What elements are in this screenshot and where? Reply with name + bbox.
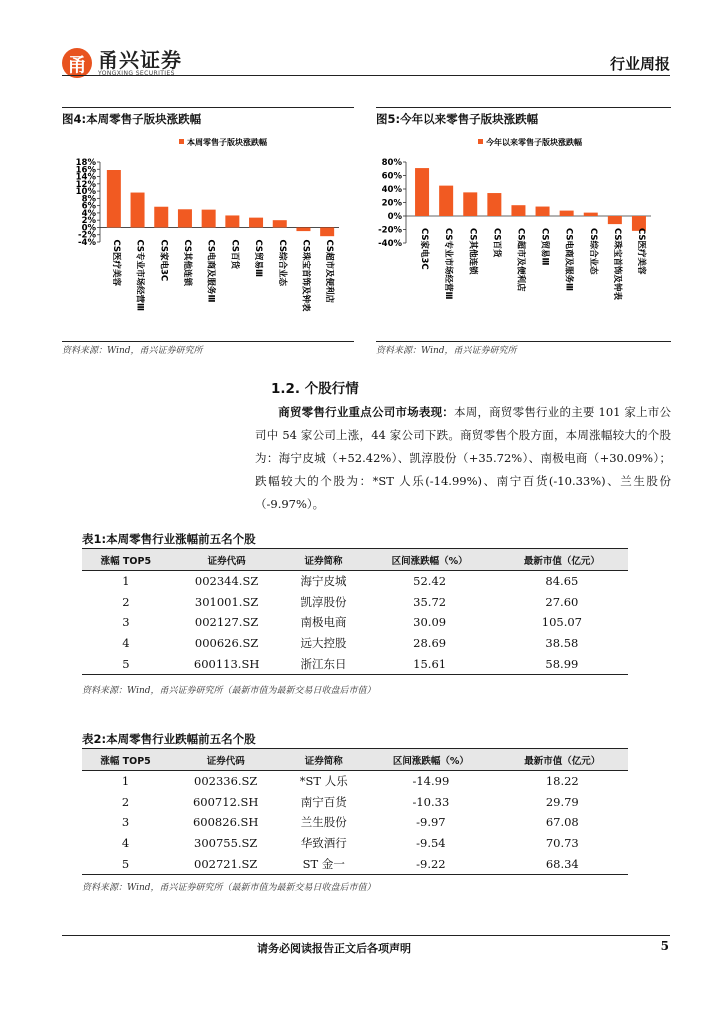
logo-mark: 甬 [62, 48, 92, 78]
table-cell: 301001.SZ [194, 594, 259, 609]
x-tick-label: CS电商及服务Ⅲ [205, 239, 216, 303]
table-cell: 68.34 [497, 853, 628, 874]
y-tick-label: -2% [78, 230, 96, 241]
top-losers-table [82, 748, 628, 875]
table-cell: 1 [121, 774, 130, 789]
column-header: 区间涨跌幅（%） [364, 549, 496, 571]
table-row [82, 612, 628, 633]
table-cell: 28.69 [413, 636, 447, 651]
x-tick-label: CS医疗美容 [635, 228, 646, 275]
x-tick-label: CS家电3C [419, 228, 430, 270]
paragraph-lead: 商贸零售行业重点公司市场表现： [278, 405, 455, 419]
legend-swatch [478, 139, 483, 144]
header-rule [62, 75, 670, 76]
x-tick-label: CS贸易Ⅲ [253, 239, 264, 278]
fig4-chart [62, 128, 354, 336]
y-tick-label: 80% [381, 158, 402, 168]
y-tick-label: -40% [378, 239, 402, 249]
top-gainers-table [82, 548, 628, 675]
table-cell: ST 金一 [282, 853, 365, 874]
fig4-source: 资料来源：Wind，甬兴证券研究所 [62, 346, 203, 356]
y-tick-label: 14% [75, 172, 96, 183]
table-cell: -9.97 [416, 815, 446, 830]
column-header: 证券简称 [284, 549, 364, 571]
column-header: 最新市值（亿元） [497, 749, 628, 771]
page-number: 5 [660, 939, 669, 953]
table-cell: 远大控股 [300, 636, 347, 651]
y-tick-label: 0% [387, 212, 402, 222]
table-cell: 105.07 [541, 615, 582, 630]
company-logo [62, 48, 182, 78]
table-cell: 15.61 [364, 653, 496, 674]
fig4-top-rule [62, 107, 354, 108]
section-title: 1.2. 个股行情 [271, 381, 359, 397]
table-cell: 3 [121, 815, 130, 830]
y-tick-label: 16% [75, 165, 96, 176]
table-cell: 29.79 [545, 794, 579, 809]
table-cell: 凯淳股份 [300, 594, 347, 609]
fig4-title: 图4:本周零售子版块涨跌幅 [62, 112, 202, 126]
legend-swatch [179, 139, 184, 144]
table-cell: 52.42 [413, 574, 447, 589]
section-paragraph [255, 401, 671, 516]
table-cell: 600712.SH [192, 794, 259, 809]
bar [202, 210, 216, 228]
table-cell: 兰生股份 [300, 815, 347, 830]
logo-name-en: YONGXING SECURITIES [98, 69, 175, 77]
table-cell: 002336.SZ [194, 774, 258, 789]
table-cell: 002127.SZ [194, 615, 259, 630]
x-tick-label: CS珠宝首饰及钟表 [611, 228, 622, 301]
bar [131, 193, 145, 228]
table-cell: 4 [121, 836, 130, 851]
fig5-chart [376, 128, 671, 336]
x-tick-label: CS专业市场经营Ⅲ [443, 228, 454, 300]
table-row [82, 771, 628, 792]
x-tick-label: CS家电3C [158, 239, 169, 282]
y-tick-label: -4% [78, 238, 96, 248]
table-row [82, 653, 628, 674]
x-tick-label: CS其他连锁 [467, 228, 478, 275]
y-tick-label: 8% [81, 194, 96, 205]
bar [463, 192, 477, 216]
table-cell: 海宁皮城 [300, 574, 347, 589]
x-tick-label: CS专业市场经营Ⅲ [134, 239, 145, 312]
fig5-bottom-rule [376, 341, 671, 342]
x-tick-label: CS电商及服务Ⅲ [563, 228, 574, 292]
bar [608, 216, 622, 224]
table-cell: 南宁百货 [300, 794, 347, 809]
column-header: 证券代码 [169, 749, 282, 771]
x-tick-label: CS百货 [491, 228, 502, 258]
bar [536, 207, 550, 216]
table2-source: 资料来源：Wind，甬兴证券研究所（最新市值为最新交易日收盘后市值） [82, 883, 376, 893]
y-tick-label: 60% [381, 171, 402, 182]
fig5-top-rule [376, 107, 671, 108]
paragraph-body: 本周，商贸零售行业的主要 101 家上市公司中 54 家公司上涨，44 家公司下跌。商贸零售个股方面，本周涨幅较大的个股为：海宁皮城（+52.42%）、凯淳股份（+35.72%）、南极电商（+30.09%）；跌幅较大的个股为：*ST 人乐(-14.99%)、南宁百货(-10.33%)、兰生股份（-9.97%）。 [255, 405, 672, 511]
table-cell: 浙江东日 [284, 653, 364, 674]
y-tick-label: 4% [81, 208, 96, 219]
fig5-source: 资料来源：Wind，甬兴证券研究所 [376, 346, 517, 356]
table-cell: 600826.SH [192, 815, 259, 830]
y-tick-label: 12% [75, 179, 96, 190]
y-tick-label: 20% [381, 198, 402, 209]
x-tick-label: CS综合业态 [587, 228, 598, 275]
table-cell: *ST 人乐 [299, 774, 348, 789]
footer-disclaimer: 请务必阅读报告正文后各项声明 [257, 942, 411, 955]
column-header: 涨幅 TOP5 [82, 749, 169, 771]
bar [296, 227, 310, 231]
bar [415, 168, 429, 216]
y-tick-label: 0% [81, 223, 96, 234]
table-cell: 2 [121, 794, 130, 809]
table1-title: 表1:本周零售行业涨幅前五名个股 [82, 532, 256, 546]
table-cell: 2 [122, 594, 130, 609]
y-tick-label: 2% [81, 216, 96, 227]
table-row [82, 592, 628, 613]
bar [225, 215, 239, 227]
table-cell: 30.09 [413, 615, 447, 630]
table-row [82, 812, 628, 833]
y-tick-label: 6% [81, 201, 96, 212]
footer-rule [62, 935, 670, 936]
table2-title: 表2:本周零售行业跌幅前五名个股 [82, 732, 256, 746]
table-cell: 600113.SH [170, 653, 284, 674]
table-cell: 38.58 [545, 636, 579, 651]
table-cell: 84.65 [545, 574, 579, 589]
table-cell: -9.54 [416, 836, 446, 851]
table-cell: 27.60 [545, 594, 579, 609]
column-header: 涨幅 TOP5 [82, 549, 170, 571]
table-cell: 南极电商 [300, 615, 347, 630]
table-cell: 18.22 [545, 774, 579, 789]
table-cell: -9.22 [365, 853, 496, 874]
y-tick-label: 10% [75, 187, 96, 198]
table-cell: 70.73 [545, 836, 579, 851]
table-row [82, 571, 628, 592]
table-cell: 4 [122, 636, 130, 651]
table-cell: 华致酒行 [300, 836, 347, 851]
legend-label: 本周零售子版块涨跌幅 [187, 138, 267, 147]
table-cell: 002721.SZ [169, 853, 282, 874]
table-cell: 5 [82, 853, 169, 874]
fig4-bottom-rule [62, 341, 354, 342]
x-tick-label: CS百货 [229, 239, 240, 269]
bar [584, 213, 598, 216]
fig5-title: 图5:今年以来零售子版块涨跌幅 [376, 112, 539, 126]
legend-label: 今年以来零售子版块涨跌幅 [486, 138, 582, 147]
table-cell: 000626.SZ [194, 636, 259, 651]
table-cell: 300755.SZ [194, 836, 258, 851]
bar [107, 170, 121, 227]
bar [487, 193, 501, 216]
table1-source: 资料来源：Wind，甬兴证券研究所（最新市值为最新交易日收盘后市值） [82, 686, 376, 696]
x-tick-label: CS其他连锁 [181, 239, 192, 286]
x-tick-label: CS医疗美容 [110, 239, 121, 286]
bar [178, 209, 192, 227]
table-cell: -14.99 [412, 774, 450, 789]
bar [320, 227, 334, 236]
table-row [82, 792, 628, 813]
table-cell: 67.08 [545, 815, 579, 830]
y-tick-label: 18% [75, 158, 96, 168]
column-header: 证券代码 [170, 549, 284, 571]
bar [560, 211, 574, 216]
column-header: 证券简称 [282, 749, 365, 771]
table-cell: 35.72 [413, 594, 447, 609]
table-cell: 58.99 [496, 653, 628, 674]
bar [249, 218, 263, 228]
x-tick-label: CS珠宝首饰及钟表 [300, 239, 311, 312]
table-cell: 002344.SZ [194, 574, 259, 589]
table-row [82, 633, 628, 654]
column-header: 区间涨跌幅（%） [365, 749, 496, 771]
y-tick-label: -20% [378, 225, 402, 236]
bar [154, 207, 168, 228]
report-type: 行业周报 [609, 55, 670, 73]
table-cell: 1 [122, 574, 130, 589]
table-cell: 3 [122, 615, 130, 630]
bar [439, 186, 453, 216]
x-tick-label: CS超市及便利店 [324, 239, 335, 303]
x-tick-label: CS贸易Ⅲ [539, 228, 550, 266]
table-cell: -10.33 [412, 794, 450, 809]
x-tick-label: CS超市及便利店 [515, 228, 526, 292]
bar [273, 220, 287, 227]
bar [511, 205, 525, 216]
table-cell: 5 [82, 653, 170, 674]
x-tick-label: CS综合业态 [276, 239, 287, 286]
table-row [82, 833, 628, 854]
column-header: 最新市值（亿元） [496, 549, 628, 571]
y-tick-label: 40% [381, 185, 402, 195]
logo-name-cn: 甬兴证券 [98, 47, 182, 72]
table-row [82, 853, 628, 874]
